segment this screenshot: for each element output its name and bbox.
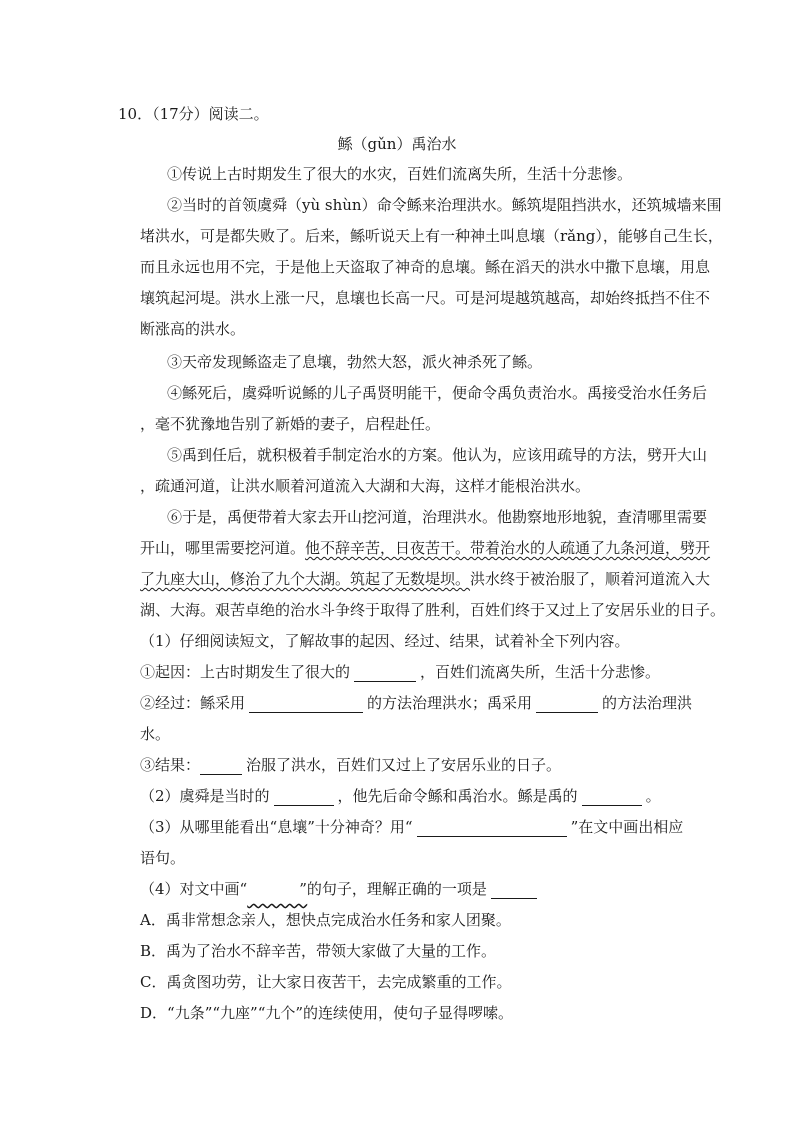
cause-text: ，百姓们流离失所，生活十分悲惨。 <box>420 663 661 681</box>
result-label: ③结果： <box>140 756 201 774</box>
question-1-prompt: （1）仔细阅读短文，了解故事的起因、经过、结果，试着补全下列内容。 <box>140 632 630 650</box>
question-1-process-cont: 水。 <box>140 725 171 743</box>
paragraph-6-line-1: ⑥于是，禹便带着大家去开山挖河道，治理洪水。他勘察地形地貌，查清哪里需要 <box>167 508 708 526</box>
paragraph-2-line-2: 堵洪水，可是都失败了。后来，鲧听说天上有一种神土叫息壤（rǎng），能够自己生长， <box>140 227 723 245</box>
cause-label: ①起因：上古时期发生了很大的 <box>140 663 351 681</box>
wavy-underlined-sentence: 了九座大山，修治了九个大湖。筑起了无数堤坝。 <box>140 570 471 588</box>
answer-blank-result[interactable] <box>200 758 242 775</box>
paragraph-2-line-1: ②当时的首领虞舜（yù shùn）命令鲧来治理洪水。鲧筑堤阻挡洪水，还筑城墙来围 <box>167 196 722 214</box>
question-2-text-end: 。 <box>645 787 661 805</box>
paragraph-4-line-2: ，毫不犹豫地告别了新婚的妻子，启程赴任。 <box>140 415 441 433</box>
answer-blank-choice[interactable] <box>491 882 537 899</box>
paragraph-4-line-1: ④鲧死后，虞舜听说鲧的儿子禹贤明能干，便命令禹负责治水。禹接受治水任务后 <box>167 384 708 402</box>
question-3 <box>140 817 683 837</box>
paragraph-6-text: 洪水终于被治服了，顺着河道流入大 <box>470 570 711 588</box>
question-3-text: （3）从哪里能看出“息壤”十分神奇？用“ <box>140 818 413 836</box>
question-1-process <box>140 693 692 713</box>
paragraph-5-line-1: ⑤禹到任后，就积极着手制定治水的方案。他认为，应该用疏导的方法，劈开大山 <box>167 446 708 464</box>
answer-blank-gun-method[interactable] <box>249 696 363 713</box>
paragraph-2-line-5: 断涨高的洪水。 <box>140 320 246 338</box>
answer-blank-yu-method[interactable] <box>536 696 598 713</box>
process-text-end: 的方法治理洪 <box>602 694 693 712</box>
paragraph-1: ①传说上古时期发生了很大的水灾，百姓们流离失所，生活十分悲惨。 <box>167 165 633 183</box>
wavy-underlined-sentence: 他不辞辛苦，日夜苦干。带着治水的人疏通了九条河道，劈开 <box>305 539 711 557</box>
paragraph-2-line-4: 壤筑起河堤。洪水上涨一尺，息壤也长高一尺。可是河堤越筑越高，却始终抵挡不住不 <box>140 289 711 307</box>
question-4-text-end: ”的句子，理解正确的一项是 <box>299 880 487 898</box>
process-text: 的方法治理洪水；禹采用 <box>367 694 533 712</box>
paragraph-6-line-4: 湖、大海。艰苦卓绝的治水斗争终于取得了胜利，百姓们终于又过上了安居乐业的日子。 <box>140 601 726 619</box>
passage-title: 鲧（gǔn）禹治水 <box>337 135 457 153</box>
paragraph-6-text: 开山，哪里需要挖河道。 <box>140 539 306 557</box>
question-3-text-end: ”在文中画出相应 <box>570 818 684 836</box>
question-1-cause <box>140 662 660 682</box>
paragraph-5-line-2: ，疏通河道，让洪水顺着河道流入大湖和大海，这样才能根治洪水。 <box>140 477 591 495</box>
paragraph-2-line-3: 而且永远也用不完，于是他上天盗取了神奇的息壤。鲧在滔天的洪水中撒下息壤，用息 <box>140 258 711 276</box>
question-4 <box>140 879 541 899</box>
paragraph-6-line-2 <box>140 538 710 558</box>
question-2-text-mid: ，他先后命令鲧和禹治水。鲧是禹的 <box>337 787 578 805</box>
result-text: 治服了洪水，百姓们又过上了安居乐业的日子。 <box>246 756 562 774</box>
option-c[interactable]: C．禹贪图功劳，让大家日夜苦干，去完成繁重的工作。 <box>140 973 512 991</box>
option-d[interactable]: D．“九条”“九座”“九个”的连续使用，使句子显得啰嗦。 <box>140 1004 514 1022</box>
wavy-line-sample <box>247 885 299 899</box>
underline-sample <box>417 820 567 837</box>
answer-blank-shun-role[interactable] <box>274 789 334 806</box>
question-3-cont: 语句。 <box>140 849 186 867</box>
answer-blank-cause[interactable] <box>354 665 416 682</box>
paragraph-3: ③天帝发现鲧盗走了息壤，勃然大怒，派火神杀死了鲧。 <box>167 353 543 371</box>
question-4-text: （4）对文中画“ <box>140 880 248 898</box>
question-1-result <box>140 755 561 775</box>
process-label: ②经过：鲧采用 <box>140 694 246 712</box>
paragraph-6-line-3 <box>140 569 710 589</box>
question-2 <box>140 786 661 806</box>
answer-blank-gun-relation[interactable] <box>582 789 642 806</box>
question-2-text: （2）虞舜是当时的 <box>140 787 270 805</box>
option-b[interactable]: B．禹为了治水不辞辛苦，带领大家做了大量的工作。 <box>140 942 497 960</box>
option-a[interactable]: A．禹非常想念亲人，想快点完成治水任务和家人团聚。 <box>140 911 511 929</box>
question-header: 10．（17分）阅读二。 <box>118 105 269 123</box>
